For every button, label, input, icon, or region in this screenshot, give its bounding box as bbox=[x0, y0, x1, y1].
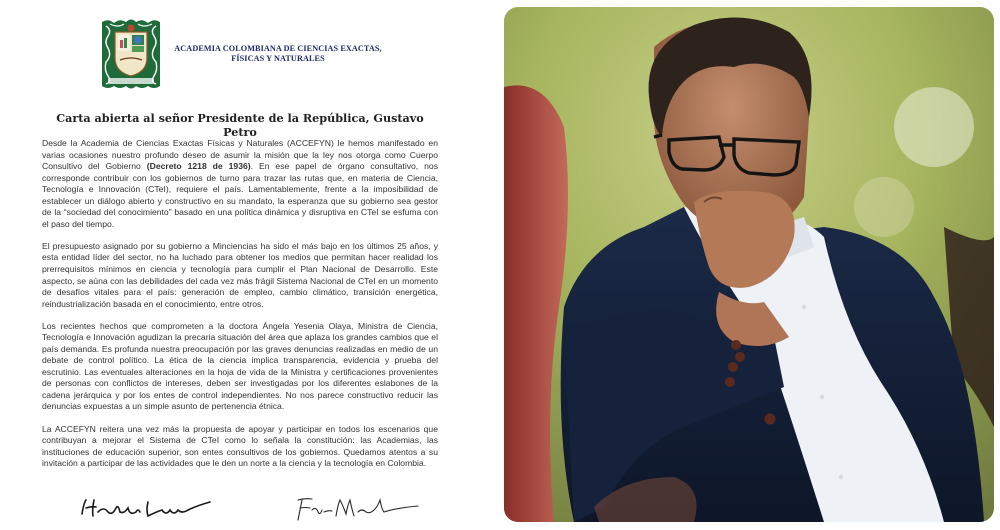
academy-name bbox=[168, 44, 388, 64]
paragraph-text: . En ese papel de órgano consultativo, nos corresponde contribuir con los gobiernos de turno para trazar las rutas que, en materia de Ciencia, Tecnología e Innovación (CTeI), requiere el país. Lamentablemente, frente a la imposibilidad de establecer un diálogo abierto y constructivo en su mandato, la esperanza que su gobierno sea gestor de la “sociedad del conocimiento” basado en una política dinámica y disruptiva en CTeI se esfuma con el paso del tiempo. bbox=[42, 161, 438, 229]
decree-reference: (Decreto 1218 de 1936) bbox=[146, 161, 251, 172]
letter-paragraph bbox=[42, 424, 438, 470]
signature-right-icon bbox=[292, 494, 422, 524]
academy-crest-icon bbox=[98, 16, 164, 92]
letter-paragraph bbox=[42, 241, 438, 310]
president-photo bbox=[504, 7, 994, 522]
paragraph-text: Los recientes hechos que comprometen a la doctora Ángela Yesenia Olaya, Ministra de Ciencia, Tecnología e Innovación agudizan la precaria situación del área que aplaza los grandes cambios que el país demanda. Es profunda nuestra preocupación por las graves denuncias realizadas en medio de un debate de control político. La ética de la ciencia implica transparencia, evidencia y prueba del escrutinio. Las eventuales alteraciones en la hoja de vida de la Ministra y certificaciones provenientes de personas con conflictos de intereses, deben ser investigadas por los diferentes eslabones de la cadena jerárquica y por los entes de control independientes. No nos parece constructivo reducir las denuncias expuestas a un simple asunto de pertenencia étnica. bbox=[42, 320, 438, 412]
letter-paragraph bbox=[42, 321, 438, 413]
academy-name-line2: FÍSICAS Y NATURALES bbox=[231, 54, 325, 63]
letter-body bbox=[42, 138, 438, 480]
signature-left-icon bbox=[78, 494, 218, 524]
paragraph-text: El presupuesto asignado por su gobierno a Minciencias ha sido el más bajo en los últimos 25 años, y esta entidad líder del sector, no ha luchado para obtener los medios que permitan hacer realidad los prerrequisitos mínimos en ciencia y tecnología para cumplir el Plan Nacional de Desarrollo. Este aspecto, se aúna con las debilidades del cada vez más frágil Sistema Nacional de CTeI en un momento de desafíos vitales para el país: generación de empleo, cambio climático, transición energética, reindustrialización basada en el conocimiento, entre otros. bbox=[42, 240, 438, 309]
academy-name-line1: ACADEMIA COLOMBIANA DE CIENCIAS EXACTAS, bbox=[174, 44, 382, 53]
portrait-image bbox=[504, 7, 994, 522]
open-letter-document bbox=[0, 0, 480, 530]
paragraph-text: Desde la Academia de Ciencias Exactas Físicas y Naturales (ACCEFYN) le hemos manifestado en varias ocasiones nuestro profundo deseo de asumir la misión que la ley nos otorga como Cuerpo Consultivo del Gobierno bbox=[42, 138, 438, 172]
letter-paragraph bbox=[42, 138, 438, 230]
paragraph-text: La ACCEFYN reitera una vez más la propuesta de apoyar y participar en todos los escenarios que contribuyan a mejorar el Sistema de CTeI como lo señala la constitución: las Academias, las instituciones de educación superior, son entes consultivos de los gobiernos. Quedamos atentos a su invitación a participar de las actividades que le den un norte a la ciencia y la tecnología en Colombia. bbox=[42, 423, 438, 469]
letter-title: Carta abierta al señor Presidente de la República, Gustavo Petro bbox=[56, 111, 424, 139]
